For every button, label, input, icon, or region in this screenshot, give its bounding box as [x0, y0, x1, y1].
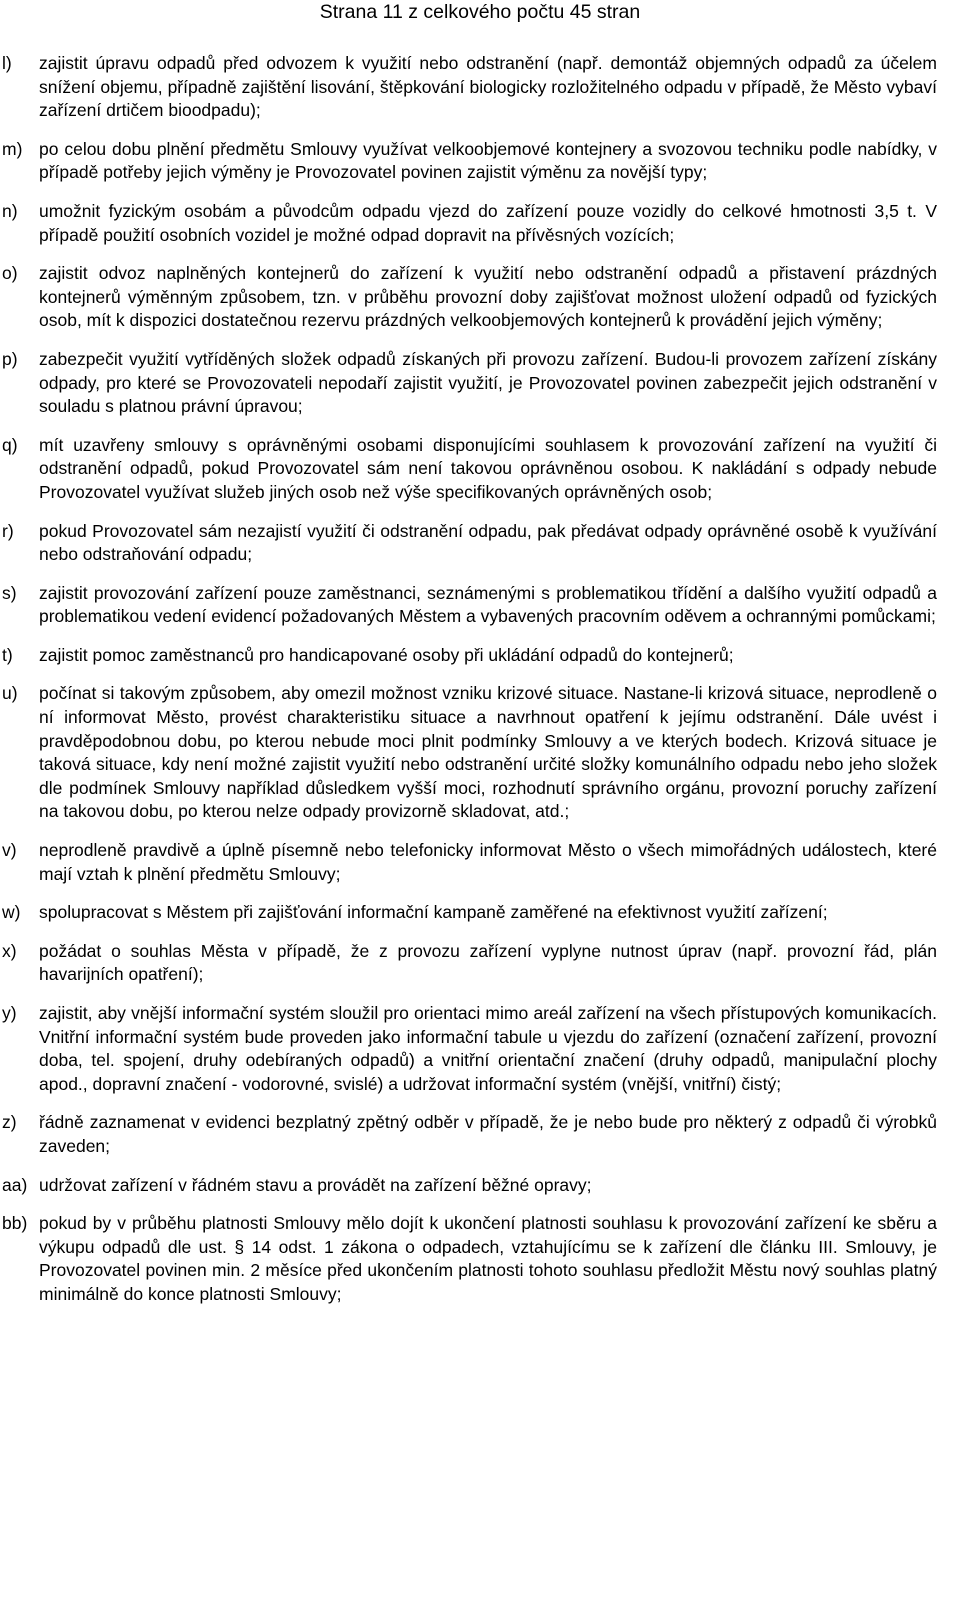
- obligations-list: [0, 52, 960, 1322]
- item-text: řádně zaznamenat v evidenci bezplatný zpětný odběr v případě, že je nebo bude pro některý z odpadů či výrobků zaveden;: [39, 1112, 937, 1156]
- list-item-r: [0, 520, 960, 567]
- item-text: umožnit fyzickým osobám a původcům odpadu vjezd do zařízení pouze vozidly do celkové hmotnosti 3,5 t. V případě použití osobních vozidel je možné odpad dopravit na přívěsných vozících;: [39, 200, 937, 245]
- item-letter: aa): [2, 1174, 28, 1195]
- item-text: mít uzavřeny smlouvy s oprávněnými osobami disponujícími souhlasem k provozování zařízení na využití či odstranění odpadů, pokud Provozovatel sám není takovou oprávněnou osobou. K nakládání s odpady nebude Provozovatel využívat služeb jiných osob než výše specifikovaných oprávněných osob;: [39, 434, 937, 502]
- item-letter: p): [2, 348, 18, 369]
- item-letter: t): [2, 644, 13, 665]
- item-text: neprodleně pravdivě a úplně písemně nebo telefonicky informovat Město o všech mimořádných událostech, které mají vztah k plnění předmětu Smlouvy;: [39, 840, 937, 884]
- item-text: zajistit provozování zařízení pouze zaměstnanci, seznámenými s problematikou třídění a dalšího využití odpadů a problematikou vedení evidencí požadovaných Městem a vybavených pracovním oděvem a ochrannými pomůckami;: [39, 582, 937, 627]
- item-letter: x): [2, 940, 17, 961]
- item-letter: y): [2, 1003, 17, 1023]
- item-text: pokud Provozovatel sám nezajistí využití či odstranění odpadu, pak předávat odpady oprávněné osobě k využívání nebo odstraňování odpadu;: [39, 520, 937, 565]
- page-number-info: Strana 11 z celkového počtu 45 stran: [319, 1, 641, 23]
- list-item-m: [0, 138, 960, 185]
- list-item-l: [0, 52, 960, 123]
- item-letter: n): [2, 200, 18, 221]
- item-letter: q): [2, 434, 18, 455]
- item-letter: v): [2, 840, 17, 861]
- item-text: zajistit, aby vnější informační systém sloužil pro orientaci mimo areál zařízení na všech přístupových komunikacích. Vnitřní informační systém bude proveden jako informační tabule u vjezdu do zařízení (označení zařízení, provozní doba, tel. spojení, druhy odebíraných odpadů) a vnitřní orientační značení (druhy odpadů, manipulační plochy apod., dopravní značení - vodorovné, svislé) a udržovat informační systém (vnější, vnitřní) čistý;: [39, 1003, 937, 1094]
- item-text: pokud by v průběhu platnosti Smlouvy mělo dojít k ukončení platnosti souhlasu k provozování zařízení ke sběru a výkupu odpadů dle ust. § 14 odst. 1 zákona o odpadech, vztahujícímu se k zařízení dle článku III. Smlouvy, je Provozovatel povinen min. 2 měsíce před ukončením platnosti tohoto souhlasu předložit Městu nový souhlas platný minimálně do konce platnosti Smlouvy;: [39, 1213, 937, 1304]
- item-letter: u): [2, 683, 18, 704]
- list-item-bb: [0, 1212, 960, 1306]
- item-text: zajistit pomoc zaměstnanců pro handicapované osoby při ukládání odpadů do kontejnerů;: [39, 644, 734, 665]
- item-letter: r): [2, 520, 14, 541]
- page-header: [0, 0, 960, 24]
- list-item-v: [0, 839, 960, 886]
- list-item-n: [0, 200, 960, 247]
- list-item-q: [0, 434, 960, 505]
- item-text: počínat si takovým způsobem, aby omezil možnost vzniku krizové situace. Nastane-li krizová situace, neprodleně o ní informovat Město, provést charakteristiku situace a navrhnout opatření k jejímu odstranění. Dále uvést i pravděpodobnou dobu, po kterou nebude moci plnit podmínky Smlouvy a ve kterých bodech. Krizová situace je taková situace, kdy není možné zajistit využití nebo odstranění určité složky komunálního odpadu nebo jeho složek dle podmínek Smlouvy například důsledkem vyšší moci, rozhodnutí správního orgánu, provozní poruchy zařízení na takovou dobu, po kterou nelze odpady provizorně skladovat, atd.;: [39, 683, 937, 822]
- item-text: zajistit úpravu odpadů před odvozem k využití nebo odstranění (např. demontáž objemných odpadů za účelem snížení objemu, případně zajištění lisování, štěpkování biologicky rozložitelného odpadu v případě, že Město vybaví zařízení drtičem bioodpadu);: [39, 53, 937, 121]
- item-text: požádat o souhlas Města v případě, že z provozu zařízení vyplyne nutnost úprav (např. provozní řád, plán havarijních opatření);: [39, 940, 937, 985]
- list-item-s: [0, 582, 960, 629]
- list-item-w: [0, 901, 960, 925]
- list-item-t: [0, 644, 960, 668]
- item-letter: z): [2, 1112, 17, 1133]
- item-text: zabezpečit využití vytříděných složek odpadů získaných při provozu zařízení. Budou-li provozem zařízení získány odpady, pro které se Provozovateli nepodaří zajistit využití, je Provozovatel povinen zabezpečit jejich odstranění v souladu s platnou právní úpravou;: [39, 348, 937, 417]
- item-letter: o): [2, 263, 18, 284]
- item-letter: l): [2, 53, 12, 73]
- list-item-z: [0, 1111, 960, 1158]
- item-text: po celou dobu plnění předmětu Smlouvy využívat velkoobjemové kontejnery a svozovou techniku podle nabídky, v případě potřeby jejich výměny je Provozovatel povinen zajistit výměnu za novější typy;: [39, 138, 937, 183]
- item-text: spolupracovat s Městem při zajišťování informační kampaně zaměřené na efektivnost využití zařízení;: [39, 902, 828, 923]
- item-text: zajistit odvoz naplněných kontejnerů do zařízení k využití nebo odstranění odpadů a přistavení prázdných kontejnerů výměnným způsobem, tzn. v průběhu provozní doby zajišťovat možnost uložení odpadů od fyzických osob, mít k dispozici dostatečnou rezervu prázdných velkoobjemových kontejnerů k provádění jejich výměny;: [39, 263, 937, 331]
- item-letter: w): [2, 902, 21, 923]
- item-letter: bb): [2, 1213, 28, 1234]
- item-letter: s): [2, 582, 17, 603]
- item-letter: m): [2, 138, 23, 159]
- list-item-u: [0, 682, 960, 824]
- list-item-p: [0, 348, 960, 419]
- list-item-aa: [0, 1174, 960, 1198]
- list-item-o: [0, 262, 960, 333]
- item-text: udržovat zařízení v řádném stavu a provádět na zařízení běžné opravy;: [39, 1174, 592, 1195]
- list-item-x: [0, 940, 960, 987]
- list-item-y: [0, 1002, 960, 1096]
